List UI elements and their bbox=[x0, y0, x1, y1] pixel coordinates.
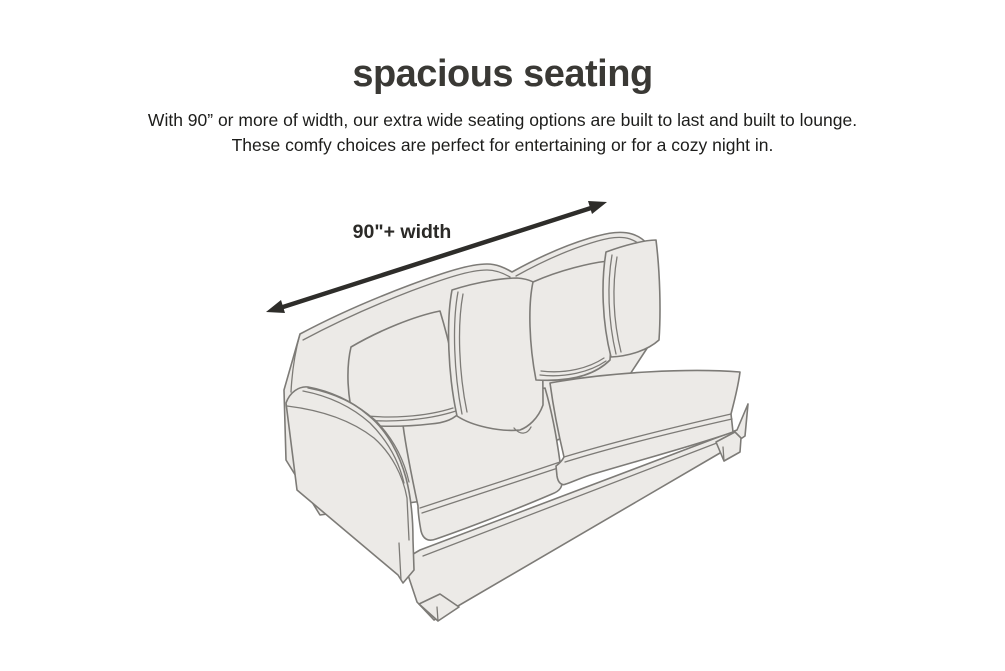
arrowhead-right bbox=[588, 201, 607, 214]
back-pillow-2 bbox=[449, 278, 543, 433]
back-pillow-3 bbox=[530, 261, 611, 380]
description-line-2: These comfy choices are perfect for entertaining or for a cozy night in. bbox=[231, 134, 774, 155]
description-line-1: With 90” or more of width, our extra wide seating options are built to last and built to lounge. bbox=[147, 109, 858, 130]
width-arrow-label: 90"+ width bbox=[352, 221, 452, 243]
page-title: spacious seating bbox=[352, 53, 653, 95]
back-pillow-4 bbox=[603, 240, 660, 357]
arrowhead-left bbox=[266, 300, 285, 313]
